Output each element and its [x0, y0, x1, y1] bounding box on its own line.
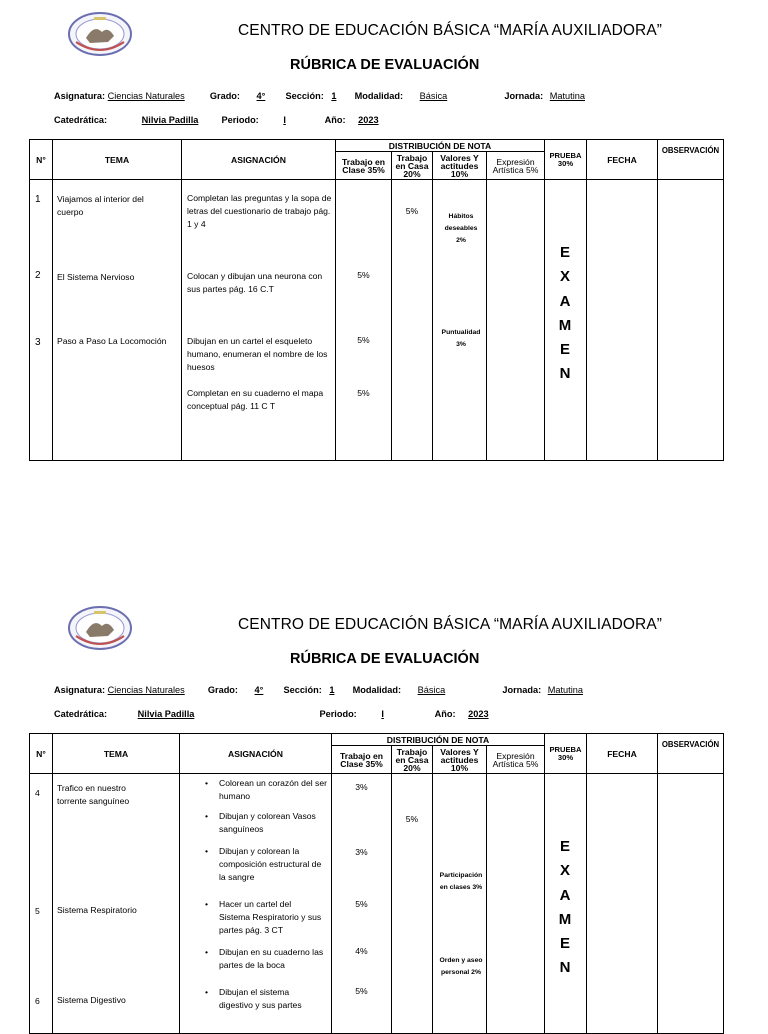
- casa-mark: 5%: [405, 814, 419, 824]
- anio-value: 2023: [358, 115, 379, 125]
- anio-label: Año:: [434, 709, 456, 719]
- observacion-column: [658, 180, 724, 461]
- row-asignacion: Dibujan en un cartel el esqueleto humano, enumeran el nombre de los huesos: [187, 336, 328, 372]
- fecha-column: [587, 180, 658, 461]
- exam-letter: A: [559, 292, 572, 310]
- bullet-icon: •: [205, 778, 209, 788]
- periodo-value: I: [381, 709, 384, 719]
- info-line-1: [54, 685, 607, 695]
- bullet-icon: •: [205, 846, 209, 856]
- assignment-text: Colorean un corazón del ser humano: [219, 778, 327, 801]
- row-num: 4: [35, 788, 40, 798]
- header-tema: TEMA: [53, 734, 180, 774]
- header-casa: Trabajo en Casa 20%: [392, 746, 433, 774]
- modalidad-label: Modalidad:: [352, 685, 402, 695]
- header-asignacion: ASIGNACIÓN: [180, 734, 332, 774]
- assignment-bullet: [205, 898, 323, 937]
- expresion-column: [487, 774, 545, 1034]
- row-tema: El Sistema Nervioso: [57, 272, 135, 282]
- row-num: 2: [35, 270, 41, 281]
- clase-mark: 5%: [355, 899, 368, 909]
- rubric-table-1: [29, 139, 724, 461]
- num-column: [30, 180, 53, 461]
- clase-mark: 3%: [355, 847, 368, 857]
- grado-label: Grado:: [209, 91, 240, 101]
- rubric-table-2: [29, 733, 724, 1034]
- modalidad-value: Básica: [419, 91, 448, 101]
- exam-letter: E: [559, 244, 571, 261]
- header-valores: Valores Y actitudes 10%: [433, 746, 487, 774]
- row-asignacion: Colocan y dibujan una neurona con sus partes pág. 16 C.T: [187, 271, 323, 294]
- row-num: 5: [35, 906, 40, 916]
- rubric-title: RÚBRICA DE EVALUACIÓN: [290, 57, 480, 73]
- header-tema: TEMA: [53, 140, 182, 180]
- assignment-text: Dibujan y colorean la composición estructural de la sangre: [219, 846, 322, 882]
- tema-column: [53, 180, 182, 461]
- exam-letter: X: [559, 862, 571, 880]
- modalidad-value: Básica: [417, 685, 446, 695]
- info-line-2: [54, 115, 393, 125]
- row-tema: Viajamos al interior del cuerpo: [57, 194, 144, 217]
- header-fecha: FECHA: [587, 140, 658, 180]
- clase-mark: 5%: [357, 388, 370, 398]
- exam-letter: X: [559, 268, 571, 286]
- asignacion-column: [180, 774, 332, 1034]
- valores-mark: Participación en clases 3%: [439, 872, 483, 891]
- assignment-bullet: [205, 845, 329, 884]
- prueba-column: [545, 774, 587, 1034]
- header-valores: Valores Y actitudes 10%: [433, 152, 487, 180]
- exam-letter: E: [559, 935, 571, 953]
- clase-column: [332, 774, 392, 1034]
- info-line-2: [54, 709, 503, 719]
- asignacion-column: [182, 180, 336, 461]
- casa-column: [392, 180, 433, 461]
- clase-mark: 4%: [355, 946, 368, 956]
- periodo-value: I: [283, 115, 286, 125]
- header-fecha: FECHA: [587, 734, 658, 774]
- asignatura-label: Asignatura:: [54, 91, 106, 101]
- prueba-column: [545, 180, 587, 461]
- jornada-value: Matutina: [549, 91, 585, 101]
- valores-mark: Hábitos deseables 2%: [444, 213, 478, 244]
- num-column: [30, 774, 53, 1034]
- exam-letter: A: [559, 886, 572, 904]
- casa-mark: 5%: [405, 206, 419, 216]
- jornada-label: Jornada:: [504, 91, 544, 101]
- header-distribucion: DISTRIBUCIÓN DE NOTA: [332, 734, 545, 746]
- row-num: 6: [35, 996, 40, 1006]
- row-tema: Paso a Paso La Locomoción: [57, 336, 167, 346]
- valores-column: [433, 774, 487, 1034]
- assignment-text: Dibujan en su cuaderno las partes de la boca: [219, 947, 324, 970]
- exam-label: [545, 835, 586, 981]
- jornada-value: Matutina: [547, 685, 583, 695]
- grado-value: 4°: [256, 91, 266, 101]
- header-clase: Trabajo en Clase 35%: [332, 746, 392, 774]
- seccion-value: 1: [331, 91, 337, 101]
- header-asignacion: ASIGNACIÓN: [182, 140, 336, 180]
- row-tema: Sistema Respiratorio: [57, 905, 137, 915]
- header-num: N°: [30, 734, 53, 774]
- school-logo-icon: [68, 12, 132, 56]
- header-num: N°: [30, 140, 53, 180]
- header-distribucion: DISTRIBUCIÓN DE NOTA: [336, 140, 545, 152]
- tema-column: [53, 774, 180, 1034]
- assignment-bullet: [205, 946, 329, 972]
- assignment-bullet: [205, 986, 323, 1012]
- catedratica-label: Catedrática:: [54, 115, 108, 125]
- clase-column: [336, 180, 392, 461]
- anio-label: Año:: [324, 115, 346, 125]
- info-line-1: [54, 91, 609, 101]
- seccion-label: Sección:: [285, 91, 324, 101]
- exam-letter: N: [559, 959, 572, 977]
- assignment-text: Dibujan y colorean Vasos sanguíneos: [219, 811, 316, 834]
- modalidad-label: Modalidad:: [354, 91, 404, 101]
- casa-column: [392, 774, 433, 1034]
- bullet-icon: •: [205, 947, 209, 957]
- exam-letter: M: [558, 316, 573, 334]
- assignment-bullet: [205, 810, 329, 836]
- bullet-icon: •: [205, 987, 209, 997]
- clase-mark: 5%: [355, 986, 368, 996]
- header-casa: Trabajo en Casa 20%: [392, 152, 433, 180]
- catedratica-value: Nilvia Padilla: [137, 709, 195, 719]
- header-clase: Trabajo en Clase 35%: [336, 152, 392, 180]
- header-observacion: OBSERVACIÓN: [658, 734, 724, 774]
- bullet-icon: •: [205, 899, 209, 909]
- clase-mark: 3%: [355, 782, 368, 792]
- assignment-text: Dibujan el sistema digestivo y sus partes: [219, 987, 302, 1010]
- school-name: CENTRO DE EDUCACIÓN BÁSICA “MARÍA AUXILIADORA”: [238, 22, 663, 39]
- row-tema: Sistema Digestivo: [57, 995, 126, 1005]
- clase-mark: 5%: [357, 335, 370, 345]
- asignatura-value: Ciencias Naturales: [107, 91, 185, 101]
- seccion-value: 1: [329, 685, 335, 695]
- rubric-title: RÚBRICA DE EVALUACIÓN: [290, 651, 480, 667]
- grado-value: 4°: [254, 685, 264, 695]
- valores-mark: Puntualidad 3%: [441, 329, 481, 348]
- header-expresion: Expresión Artística 5%: [487, 746, 545, 774]
- row-asignacion: Completan las preguntas y la sopa de letras del cuestionario de trabajo pág. 1 y 4: [187, 193, 332, 229]
- header-prueba: PRUEBA 30%: [545, 140, 587, 180]
- fecha-column: [587, 774, 658, 1034]
- header-expresion: Expresión Artística 5%: [487, 152, 545, 180]
- exam-letter: E: [559, 341, 571, 359]
- exam-letter: N: [559, 365, 572, 383]
- valores-mark: Orden y aseo personal 2%: [439, 957, 483, 976]
- header-observacion: OBSERVACIÓN: [658, 140, 724, 180]
- asignatura-label: Asignatura:: [54, 685, 106, 695]
- anio-value: 2023: [468, 709, 489, 719]
- row-asignacion: Completan en su cuaderno el mapa conceptual pág. 11 C T: [187, 388, 324, 411]
- jornada-label: Jornada:: [502, 685, 542, 695]
- row-tema: Trafico en nuestro torrente sanguíneo: [57, 783, 130, 806]
- row-num: 1: [35, 194, 41, 205]
- seccion-label: Sección:: [283, 685, 322, 695]
- exam-label: [545, 241, 586, 387]
- catedratica-label: Catedrática:: [54, 709, 108, 719]
- header-prueba: PRUEBA 30%: [545, 734, 587, 774]
- expresion-column: [487, 180, 545, 461]
- grado-label: Grado:: [207, 685, 238, 695]
- school-logo-icon: [68, 606, 132, 650]
- periodo-label: Periodo:: [221, 115, 259, 125]
- exam-letter: E: [559, 838, 571, 855]
- asignatura-value: Ciencias Naturales: [107, 685, 185, 695]
- valores-column: [433, 180, 487, 461]
- bullet-icon: •: [205, 811, 209, 821]
- row-num: 3: [35, 337, 41, 348]
- catedratica-value: Nilvia Padilla: [141, 115, 199, 125]
- assignment-text: Hacer un cartel del Sistema Respiratorio y sus partes pág. 3 CT: [219, 899, 322, 935]
- periodo-label: Periodo:: [319, 709, 357, 719]
- school-name: CENTRO DE EDUCACIÓN BÁSICA “MARÍA AUXILIADORA”: [238, 616, 663, 633]
- clase-mark: 5%: [357, 270, 370, 280]
- assignment-bullet: [205, 777, 329, 803]
- observacion-column: [658, 774, 724, 1034]
- exam-letter: M: [558, 910, 573, 928]
